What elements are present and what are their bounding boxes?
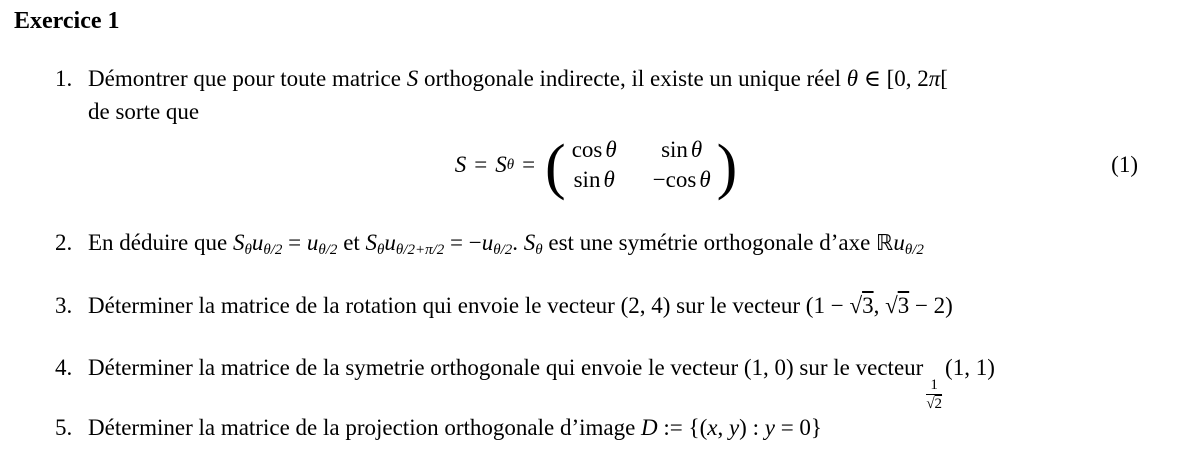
item4-text-left — [88, 355, 923, 380]
item-number: 3. — [55, 293, 73, 318]
equation-row — [0, 126, 1194, 204]
math-S-subscript: θ — [506, 156, 515, 173]
rotation-matrix — [572, 135, 711, 195]
sin-function: sin — [661, 137, 688, 162]
item-number: 1. — [55, 66, 73, 91]
text-run: u — [384, 230, 396, 255]
text-run: [ — [940, 66, 948, 91]
text-run: u — [306, 230, 319, 255]
text-run: θ — [535, 242, 543, 258]
text-run: (1, 1) — [945, 355, 995, 380]
text-run: θ/2 — [318, 242, 338, 258]
matrix-cell-r2c1 — [574, 165, 615, 195]
text-run: ∈ [0, 2 — [858, 66, 929, 91]
exercise-item-5 — [55, 411, 822, 444]
item-number: 5. — [55, 415, 73, 440]
text-run: u — [251, 230, 264, 255]
math-S-theta: S — [495, 152, 507, 177]
item1-text — [88, 66, 948, 91]
text-run: , — [717, 415, 729, 440]
text-run: En déduire que — [88, 230, 233, 255]
text-run: θ/2+π/2 — [395, 242, 445, 258]
text-run: 3 — [862, 293, 874, 318]
theta-symbol: θ — [699, 167, 711, 192]
theta-symbol: θ — [605, 137, 617, 162]
text-run: = 0} — [774, 415, 822, 440]
text-run: u — [481, 230, 494, 255]
text-run: = − — [444, 230, 482, 255]
item-number: 4. — [55, 355, 73, 380]
text-run: x — [707, 415, 718, 440]
text-run: S — [406, 66, 419, 91]
matrix-cell-r1c1 — [572, 135, 617, 165]
text-run: , — [873, 293, 886, 318]
exercise-item-1 — [55, 62, 948, 128]
item4-text-right — [945, 355, 995, 380]
text-run: et — [337, 230, 366, 255]
equation-1 — [454, 133, 740, 201]
left-paren: ( — [545, 133, 566, 201]
text-run: − 2) — [909, 293, 953, 318]
matrix-cell-r2c2 — [653, 165, 711, 195]
text-run: √ — [885, 293, 898, 318]
text-run: Démontrer que pour toute matrice — [88, 66, 407, 91]
theta-symbol: θ — [603, 167, 615, 192]
right-paren: ) — [716, 133, 738, 201]
text-run: θ/2 — [263, 242, 283, 258]
equals-sign: = — [522, 152, 536, 177]
neg-cos-function: −cos — [652, 167, 697, 192]
text-run: ℝ — [876, 231, 894, 256]
text-run: θ/2 — [904, 242, 924, 258]
text-run: Déterminer la matrice de la symetrie orthogonale qui envoie le vecteur (1, 0) sur le vecteur — [88, 355, 924, 380]
item2-text — [88, 230, 924, 258]
equals-sign: = — [474, 152, 488, 177]
sqrt-symbol: √ — [926, 395, 935, 412]
text-run: u — [893, 230, 905, 255]
exercise-title: Exercice 1 — [14, 8, 120, 34]
text-run: θ — [846, 66, 859, 91]
text-run: θ — [244, 242, 252, 258]
item5-text — [88, 415, 822, 440]
text-run: θ — [377, 242, 385, 258]
item1-line1 — [55, 62, 948, 95]
text-run: y — [764, 415, 775, 440]
fraction-numerator: 1 — [930, 377, 938, 393]
matrix-cell-r1c2 — [661, 135, 702, 165]
item1-line2: de sorte que — [88, 99, 200, 124]
text-run: ) : — [739, 415, 765, 440]
text-run: = — [282, 230, 307, 255]
text-run: := {( — [657, 415, 708, 440]
text-run: orthogonale indirecte, il existe un unique réel — [418, 66, 847, 91]
text-run: √ — [849, 293, 863, 318]
text-run: est une symétrie orthogonale d’axe — [542, 230, 877, 255]
cos-function: cos — [571, 137, 603, 162]
text-run: π — [928, 66, 941, 91]
text-run: S — [232, 230, 245, 255]
fraction-denominator — [926, 394, 942, 413]
equation-number: (1) — [1111, 152, 1138, 177]
item3-text — [88, 293, 953, 318]
exercise-item-2 — [55, 226, 924, 267]
text-run: . — [512, 230, 524, 255]
math-S: S — [454, 152, 467, 177]
text-run: S — [523, 230, 536, 255]
theta-symbol: θ — [690, 137, 703, 162]
exercise-item-3 — [55, 289, 953, 322]
text-run: 3 — [897, 293, 910, 318]
text-run: y — [728, 415, 740, 440]
text-run: Déterminer la matrice de la projection orthogonale d’image — [88, 415, 642, 440]
text-run: D — [641, 415, 658, 440]
item-number: 2. — [55, 230, 73, 255]
exercise-item-4 — [55, 351, 995, 413]
sqrt-radicand: 2 — [934, 395, 943, 412]
text-run: θ/2 — [493, 242, 513, 258]
text-run: Déterminer la matrice de la rotation qui envoie le vecteur (2, 4) sur le vecteur (1 − — [88, 293, 850, 318]
fraction-one-over-sqrt2 — [926, 377, 942, 413]
text-run: S — [365, 230, 378, 255]
sin-function: sin — [573, 167, 601, 192]
